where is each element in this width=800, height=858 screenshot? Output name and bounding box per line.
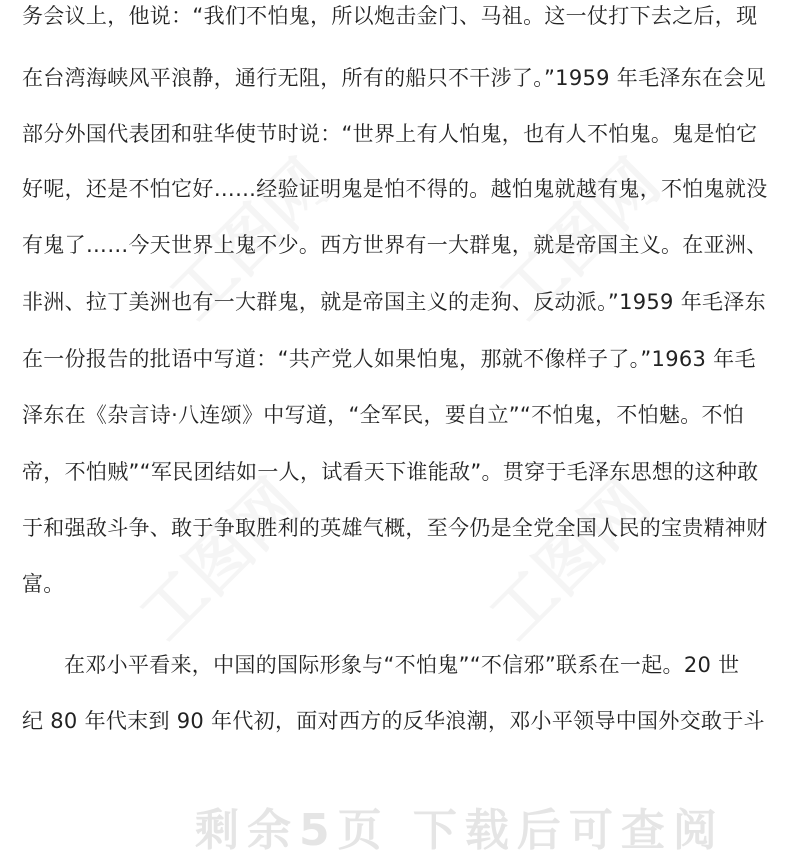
watermark: 工图网 [156,146,345,335]
text-line: 帝，不怕贼”“军民团结如一人，试看天下谁能敌”。贯穿于毛泽东思想的这种敢 [22,460,759,484]
download-prompt-banner[interactable] [0,778,800,856]
text-line: 好呢，还是不怕它好……经验证明鬼是怕不得的。越怕鬼就越有鬼，不怕鬼就没 [22,177,768,201]
text-line: 在台湾海峡风平浪静，通行无阻，所有的船只不干涉了。”1959 年毛泽东在会见 [22,66,766,90]
text-line: 于和强敌斗争、敢于争取胜利的英雄气概，至今仍是全党全国人民的宝贵精神财 [22,516,768,540]
watermark: 工图网 [126,466,315,655]
text-line: 有鬼了……今天世界上鬼不少。西方世界有一大群鬼，就是帝国主义。在亚洲、 [22,233,768,257]
text-line: 富。 [22,572,65,596]
text-line: 部分外国代表团和驻华使节时说：“世界上有人怕鬼，也有人不怕鬼。鬼是怕它 [22,122,758,146]
text-line: 在一份报告的批语中写道：“共产党人如果怕鬼，那就不像样子了。”1963 年毛 [22,347,756,371]
text-line: 泽东在《杂言诗·八连颂》中写道，“全军民，要自立”“不怕鬼，不怕魅。不怕 [22,403,745,427]
watermark: 工图网 [486,146,675,335]
text-line: 纪 80 年代末到 90 年代初，面对西方的反华浪潮，邓小平领导中国外交敢于斗 [22,709,765,733]
download-prompt-text: 剩余5页 下载后可查阅 [195,805,725,856]
text-line: 非洲、拉丁美洲也有一大群鬼，就是帝国主义的走狗、反动派。”1959 年毛泽东 [22,290,766,314]
text-line: 在邓小平看来，中国的国际形象与“不怕鬼”“不信邪”联系在一起。20 世 [64,653,740,677]
watermark: 工图网 [476,466,665,655]
text-line: 务会议上，他说：“我们不怕鬼，所以炮击金门、马祖。这一仗打下去之后，现 [22,4,758,28]
